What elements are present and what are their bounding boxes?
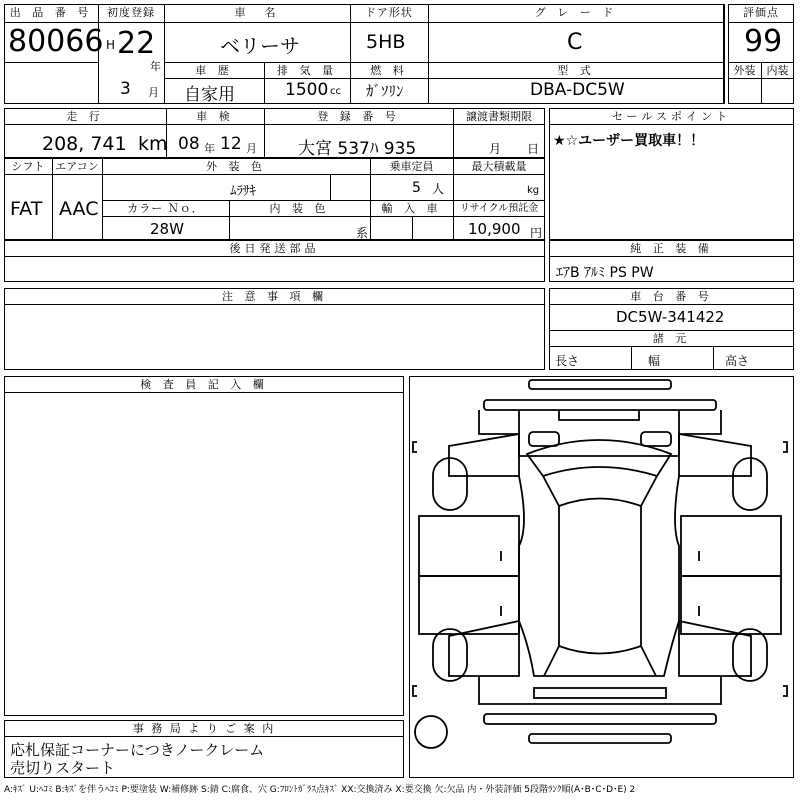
inspection-year-unit: 年 (204, 142, 215, 155)
history: 自家用 (184, 85, 235, 105)
ext-color-label: 外 装 色 (206, 160, 266, 173)
ac-label: エアコン (55, 160, 99, 173)
air-conditioner: AAC (59, 198, 99, 220)
capacity: 5 (412, 180, 421, 196)
width-label: 幅 (648, 354, 661, 368)
inspector-block (4, 376, 404, 716)
office-line-2: 売切りスタート (10, 759, 116, 777)
length-label: 長さ (555, 354, 580, 368)
first-reg-year: 22 (117, 26, 156, 61)
displacement-label: 排 気 量 (277, 64, 337, 77)
inspection-year: 08 (178, 134, 200, 154)
equipment: ｴｱB ｱﾙﾐ PS PW (556, 265, 654, 281)
mileage: 208, 741 (42, 133, 127, 155)
car-name-label: 車 名 (234, 6, 280, 19)
era: H (106, 38, 116, 52)
dims-label: 諸 元 (652, 332, 691, 345)
lot-no-label: 出 品 番 号 (9, 6, 93, 19)
sales-point-block (549, 108, 794, 240)
sales-point-label: セールスポイント (611, 110, 731, 123)
int-color-unit: 系 (356, 226, 369, 240)
displacement-unit: cc (330, 86, 341, 97)
damage-legend: A:ｷｽﾞ U:ﾍｺﾐ B:ｷｽﾞを伴うﾍｺﾐ P:要塗装 W:補修跡 S:錆 C:腐食、穴 G:ﾌﾛﾝﾄｶﾞﾗｽ点ｷｽﾞ XX:交換済み X:要交換 欠:欠品 内・外装評価 5段階ﾗﾝｸ順(A･B･C･D･E) 2 (4, 785, 636, 795)
year-unit: 年 (150, 60, 161, 73)
recycle-unit: 円 (530, 226, 543, 240)
exterior-color: ﾑﾗｻｷ (230, 184, 256, 199)
grade-label: グ レ ー ド (534, 6, 618, 19)
office-label: 事 務 局 よ り ご 案 内 (132, 722, 276, 735)
import-label: 輸 入 車 (381, 202, 442, 215)
transfer-month-unit: 月 (489, 142, 502, 156)
transfer-day-unit: 日 (527, 142, 540, 156)
equipment-label: 純 正 装 備 (630, 242, 713, 255)
inspector-label: 検 査 員 記 入 欄 (140, 378, 268, 391)
color-no-label: カラー Ｎｏ． (127, 202, 204, 215)
int-color-label: 内 装 色 (269, 202, 330, 215)
model: DBA-DC5W (530, 80, 625, 100)
transfer-label: 譲渡書類期限 (466, 110, 532, 123)
interior-label: 内装 (766, 64, 789, 77)
caution-label: 注 意 事 項 欄 (222, 290, 327, 303)
first-reg-label: 初度登録 (107, 6, 155, 19)
recycle-fee: 10,900 (468, 220, 521, 238)
sales-point-text: ★☆ユーザー買取車！！ (553, 133, 705, 149)
max-load-unit: kg (527, 185, 540, 196)
chassis-label: 車 台 番 号 (630, 290, 713, 303)
door-type: 5HB (366, 31, 406, 53)
fuel-label: 燃 料 (370, 64, 408, 77)
later-parts-label: 後日発送部品 (229, 242, 320, 255)
max-load-label: 最大積載量 (471, 160, 527, 173)
score: 99 (744, 24, 783, 59)
grade: C (567, 30, 583, 55)
exterior-label: 外装 (733, 64, 756, 77)
height-label: 高さ (725, 354, 750, 368)
fuel: ｶﾞｿﾘﾝ (366, 82, 404, 100)
recycle-label: リサイクル預託金 (459, 203, 539, 214)
inspection-label: 車 検 (196, 110, 234, 123)
model-label: 型 式 (557, 64, 595, 77)
inspection-month: 12 (220, 134, 242, 154)
office-line-1: 応札保証コーナーにつきノークレーム (10, 741, 265, 759)
shift-label: シフト (11, 160, 45, 173)
score-label: 評価点 (743, 6, 779, 19)
displacement: 1500 (285, 80, 329, 100)
door-label: ドア形状 (365, 6, 413, 19)
month-unit: 月 (148, 86, 159, 99)
car-diagram (409, 376, 794, 778)
plate-number: 大宮 537ﾊ 935 (298, 139, 417, 159)
plate-label: 登 録 番 号 (317, 110, 400, 123)
inspection-month-unit: 月 (246, 142, 257, 155)
color-number: 28W (150, 220, 184, 238)
lot-number: 80066 (8, 24, 104, 59)
capacity-unit: 人 (432, 182, 445, 196)
mileage-unit: km (138, 133, 168, 155)
shift: FAT (10, 198, 43, 220)
mileage-label: 走 行 (66, 110, 104, 123)
car-name: ベリーサ (220, 34, 300, 58)
capacity-label: 乗車定員 (389, 160, 434, 173)
history-label: 車 歴 (195, 64, 233, 77)
car-outline (413, 380, 787, 748)
chassis-number: DC5W-341422 (616, 308, 725, 326)
first-reg-month: 3 (120, 79, 131, 99)
